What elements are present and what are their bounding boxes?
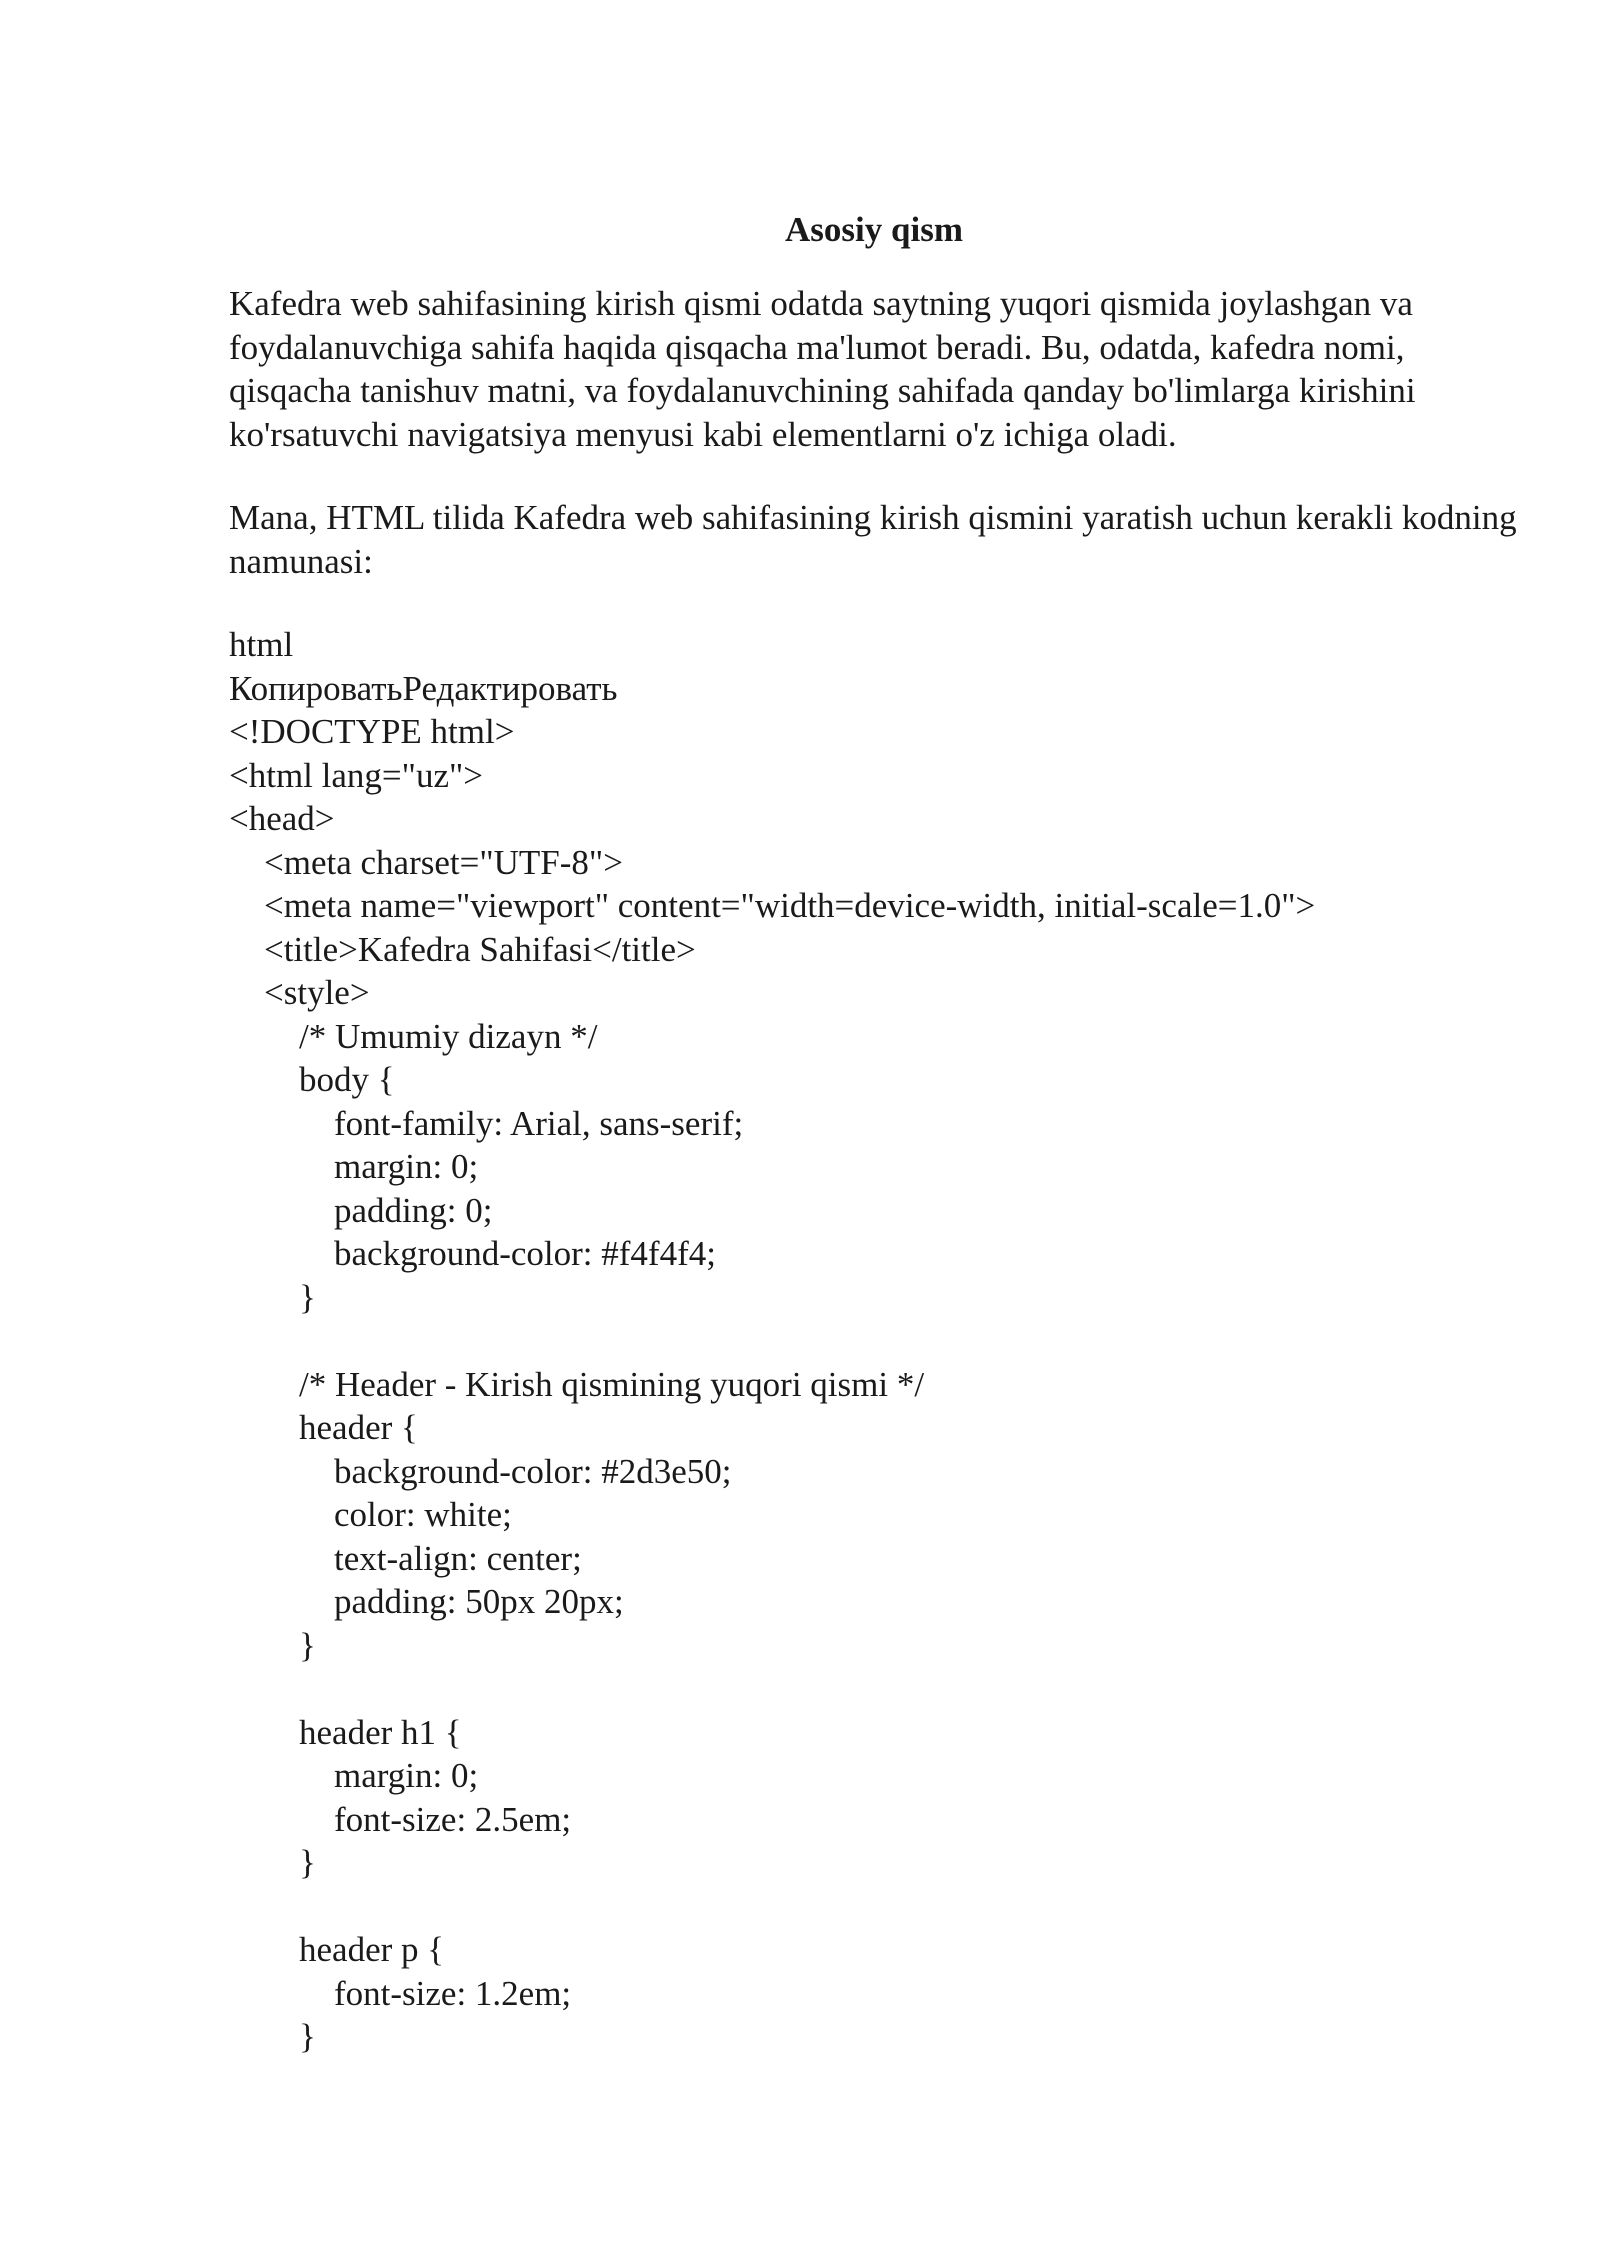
code-line: } [229, 1843, 316, 1882]
code-line: margin: 0; [229, 1756, 479, 1795]
code-line: text-align: center; [229, 1538, 582, 1578]
intro-paragraph: Kafedra web sahifasining kirish qismi odatda saytning yuqori qismida joylashgan va foydalanuvchiga sahifa haqida qisqacha ma'lumot beradi. Bu, odatda, kafedra nomi, qisqacha tanishuv matni, va foydalanuvchining sahifada qanday bo'limlarga kirishini ko'rsatuvchi navigatsiya menyusi kabi elementlarni o'z ichiga oladi. [229, 284, 1416, 454]
code-line: font-family: Arial, sans-serif; [229, 1103, 744, 1143]
code-actions-label: КопироватьРедактировать [229, 668, 618, 708]
code-line: padding: 50px 20px; [229, 1582, 624, 1621]
document-content [229, 198, 1519, 2059]
code-line: <meta name="viewport" content="width=device-width, initial-scale=1.0"> [229, 886, 1316, 925]
code-language-label: html [229, 625, 294, 664]
code-block [229, 623, 1519, 2059]
code-line: body { [229, 1060, 395, 1099]
code-line: <head> [229, 799, 335, 838]
code-line [229, 1885, 1519, 1929]
code-line: color: white; [229, 1495, 512, 1534]
code-line [229, 1319, 1519, 1363]
code-line: } [229, 2017, 316, 2056]
code-line: header h1 { [229, 1712, 462, 1752]
code-line: padding: 0; [229, 1190, 493, 1230]
code-line: <!DOCTYPE html> [229, 712, 515, 751]
code-line: } [229, 1277, 316, 1317]
code-line: <style> [229, 973, 370, 1012]
code-line: /* Header - Kirish qismining yuqori qismi */ [229, 1364, 925, 1404]
code-intro-paragraph: Mana, HTML tilida Kafedra web sahifasining kirish qismini yaratish uchun kerakli kodning namunasi: [229, 498, 1517, 581]
code-line: <title>Kafedra Sahifasi</title> [229, 929, 696, 969]
code-line: } [229, 1625, 316, 1665]
code-line: /* Umumiy dizayn */ [229, 1016, 598, 1056]
code-line: background-color: #2d3e50; [229, 1451, 732, 1491]
code-line: margin: 0; [229, 1147, 479, 1186]
code-line: <meta charset="UTF-8"> [229, 842, 623, 882]
code-line: <html lang="uz"> [229, 755, 484, 795]
code-line: background-color: #f4f4f4; [229, 1234, 716, 1273]
document-title: Asosiy qism [785, 210, 963, 249]
code-line: header p { [229, 1930, 445, 1969]
code-line [229, 1667, 1519, 1711]
code-line: font-size: 1.2em; [229, 1973, 572, 2013]
code-line: header { [229, 1408, 418, 1447]
code-line: font-size: 2.5em; [229, 1799, 572, 1839]
